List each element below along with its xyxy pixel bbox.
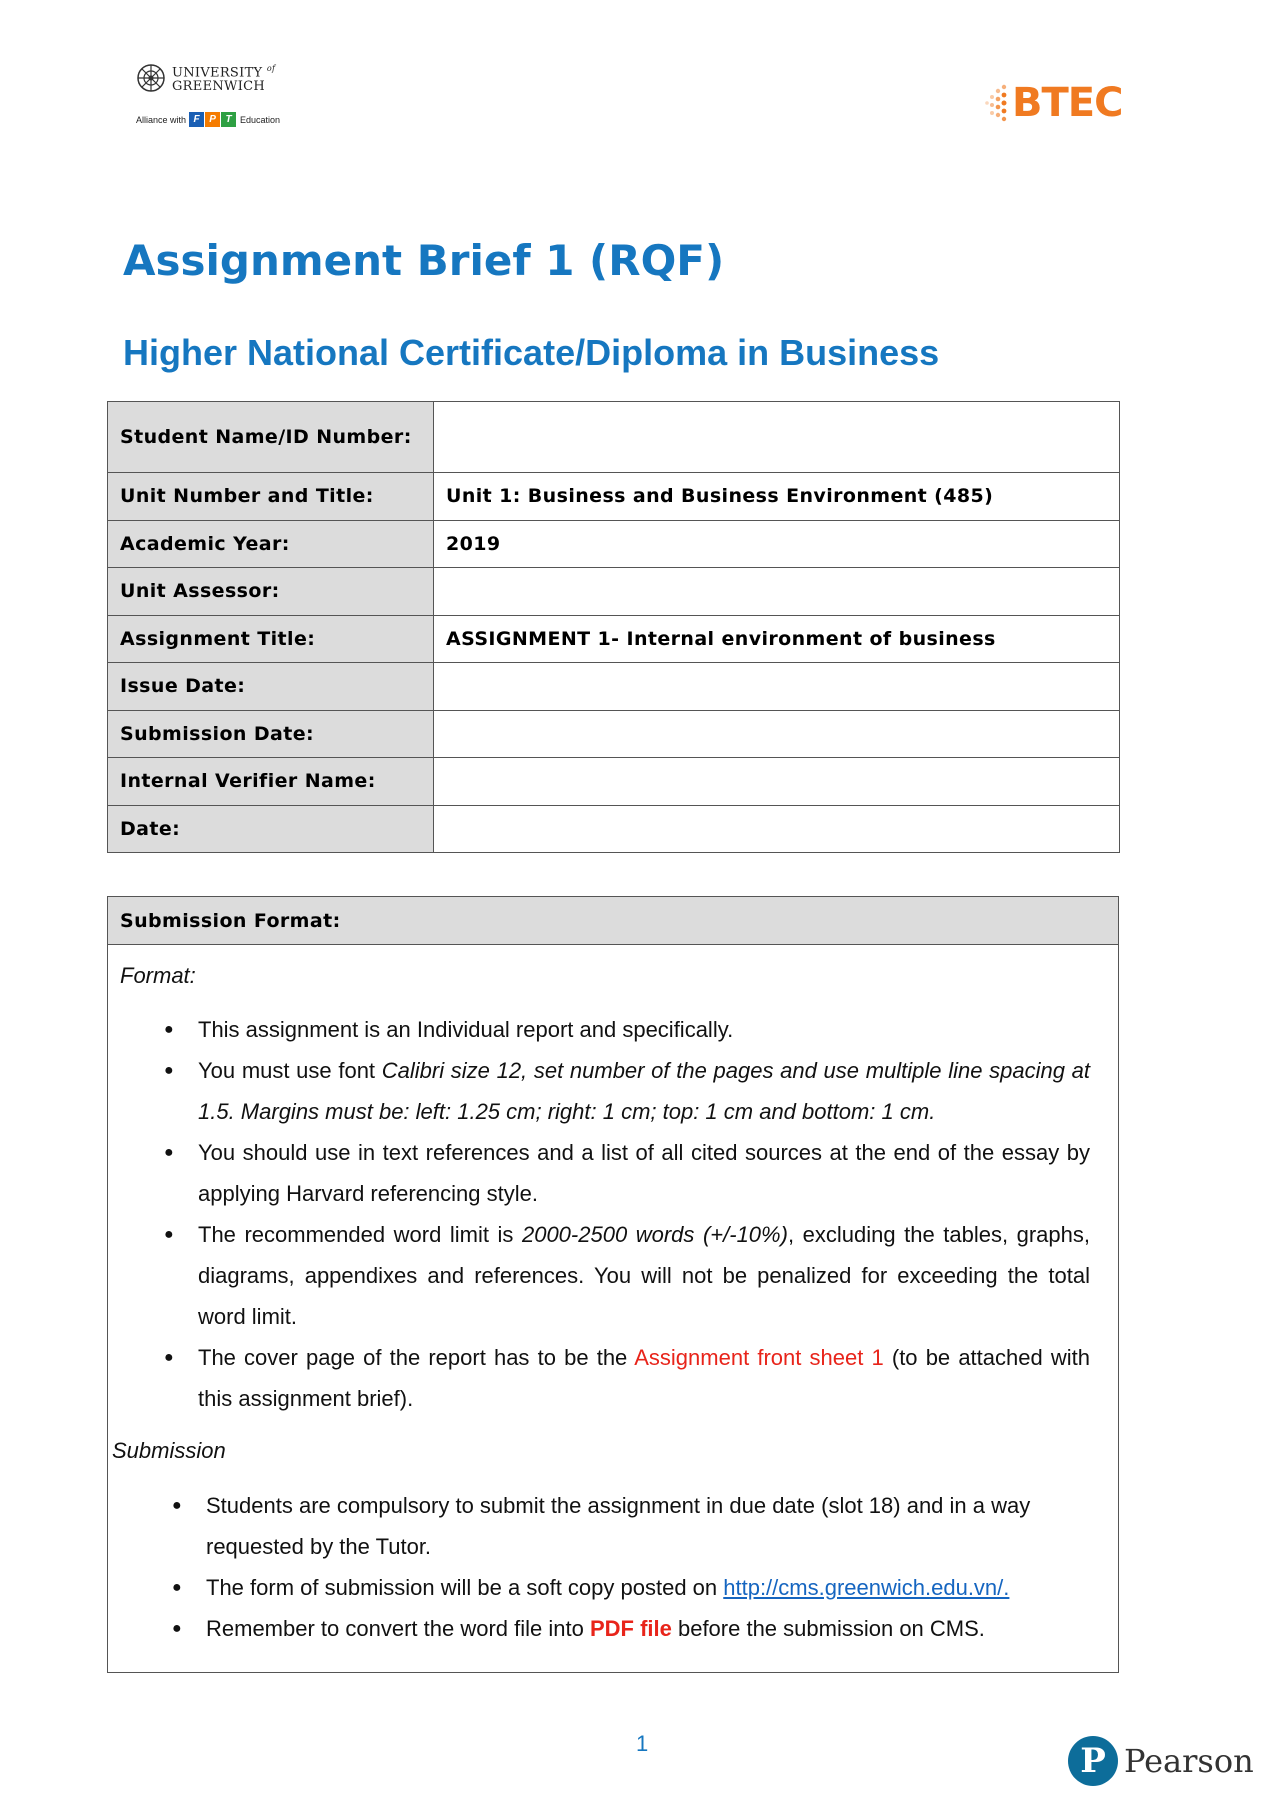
list-item: ● The recommended word limit is 2000-2500 words (+/-10%), excluding the tables, graphs, diagrams, appendixes and references. You will not be penalized for exceeding the total word limit. — [150, 1214, 1090, 1337]
format-list — [150, 1009, 1090, 1419]
bullet-icon: ● — [172, 1579, 182, 1596]
university-name: UNIVERSITY $^{of}$ GREENWICH — [172, 64, 276, 95]
document-title: Assignment Brief 1 (RQF) — [123, 236, 725, 285]
submission-label: Submission — [112, 1438, 226, 1463]
row-value — [434, 663, 1120, 711]
front-sheet-reference: Assignment front sheet 1 — [634, 1345, 884, 1370]
row-label: Assignment Title: — [108, 615, 434, 663]
row-label: Submission Date: — [108, 710, 434, 758]
bullet-icon: ● — [164, 1349, 174, 1366]
table-row — [108, 615, 1120, 663]
bullet-icon: ● — [172, 1620, 182, 1637]
row-label: Issue Date: — [108, 663, 434, 711]
row-label: Date: — [108, 805, 434, 853]
row-label: Academic Year: — [108, 520, 434, 568]
list-item: ● You should use in text references and a list of all cited sources at the end of the essay by applying Harvard referencing style. — [150, 1132, 1090, 1214]
table-row — [108, 710, 1120, 758]
greenwich-crest-icon — [136, 63, 166, 93]
list-item: ● The cover page of the report has to be the Assignment front sheet 1 (to be attached with this assignment brief). — [150, 1337, 1090, 1419]
btec-dots-icon — [984, 81, 1010, 125]
cms-link[interactable]: http://cms.greenwich.edu.vn/. — [723, 1575, 1010, 1600]
table-row — [108, 568, 1120, 616]
row-label: Unit Assessor: — [108, 568, 434, 616]
table-row — [108, 402, 1120, 473]
table-row — [108, 473, 1120, 521]
pearson-wordmark: Pearson — [1124, 1742, 1254, 1780]
submission-format-heading: Submission Format: — [108, 897, 1118, 945]
row-value — [434, 710, 1120, 758]
bullet-icon: ● — [164, 1062, 174, 1079]
page-number: 1 — [636, 1731, 649, 1756]
row-value — [434, 805, 1120, 853]
row-label: Student Name/ID Number: — [108, 402, 434, 473]
row-label: Internal Verifier Name: — [108, 758, 434, 806]
list-item: ● Students are compulsory to submit the assignment in due date (slot 18) and in a way requested by the Tutor. — [160, 1485, 1090, 1567]
fpt-logo: F P T — [189, 112, 237, 127]
university-of-greenwich-logo — [136, 62, 286, 142]
format-label: Format: — [120, 963, 196, 988]
document-subtitle: Higher National Certificate/Diploma in Business — [123, 332, 940, 373]
btec-logo — [984, 78, 1124, 128]
bullet-icon: ● — [164, 1144, 174, 1161]
table-row — [108, 805, 1120, 853]
submission-format-box — [107, 896, 1119, 1673]
row-value: Unit 1: Business and Business Environment (485) — [434, 473, 1120, 521]
fpt-alliance: Alliance with F P T Education — [136, 114, 281, 126]
assignment-info-table — [107, 401, 1120, 853]
table-row — [108, 758, 1120, 806]
bullet-icon: ● — [172, 1497, 182, 1514]
table-row — [108, 520, 1120, 568]
row-value — [434, 568, 1120, 616]
pearson-p-icon: P — [1068, 1736, 1118, 1786]
bullet-icon: ● — [164, 1226, 174, 1243]
bullet-icon: ● — [164, 1021, 174, 1038]
list-item: ● This assignment is an Individual report and specifically. — [150, 1009, 1090, 1050]
list-item: ● You must use font Calibri size 12, set number of the pages and use multiple line spacing at 1.5. Margins must be: left: 1.25 cm; right: 1 cm; top: 1 cm and bottom: 1 cm. — [150, 1050, 1090, 1132]
row-value: 2019 — [434, 520, 1120, 568]
list-item: ● Remember to convert the word file into PDF file before the submission on CMS. — [160, 1608, 1090, 1649]
table-row — [108, 663, 1120, 711]
list-item: ● The form of submission will be a soft copy posted on http://cms.greenwich.edu.vn/. — [160, 1567, 1090, 1608]
pearson-logo — [1068, 1736, 1254, 1786]
submission-list — [160, 1485, 1090, 1649]
row-value — [434, 402, 1120, 473]
row-label: Unit Number and Title: — [108, 473, 434, 521]
row-value: ASSIGNMENT 1- Internal environment of business — [434, 615, 1120, 663]
pdf-file-emphasis: PDF file — [589, 1616, 672, 1641]
row-value — [434, 758, 1120, 806]
btec-wordmark: BTEC — [1012, 80, 1123, 126]
